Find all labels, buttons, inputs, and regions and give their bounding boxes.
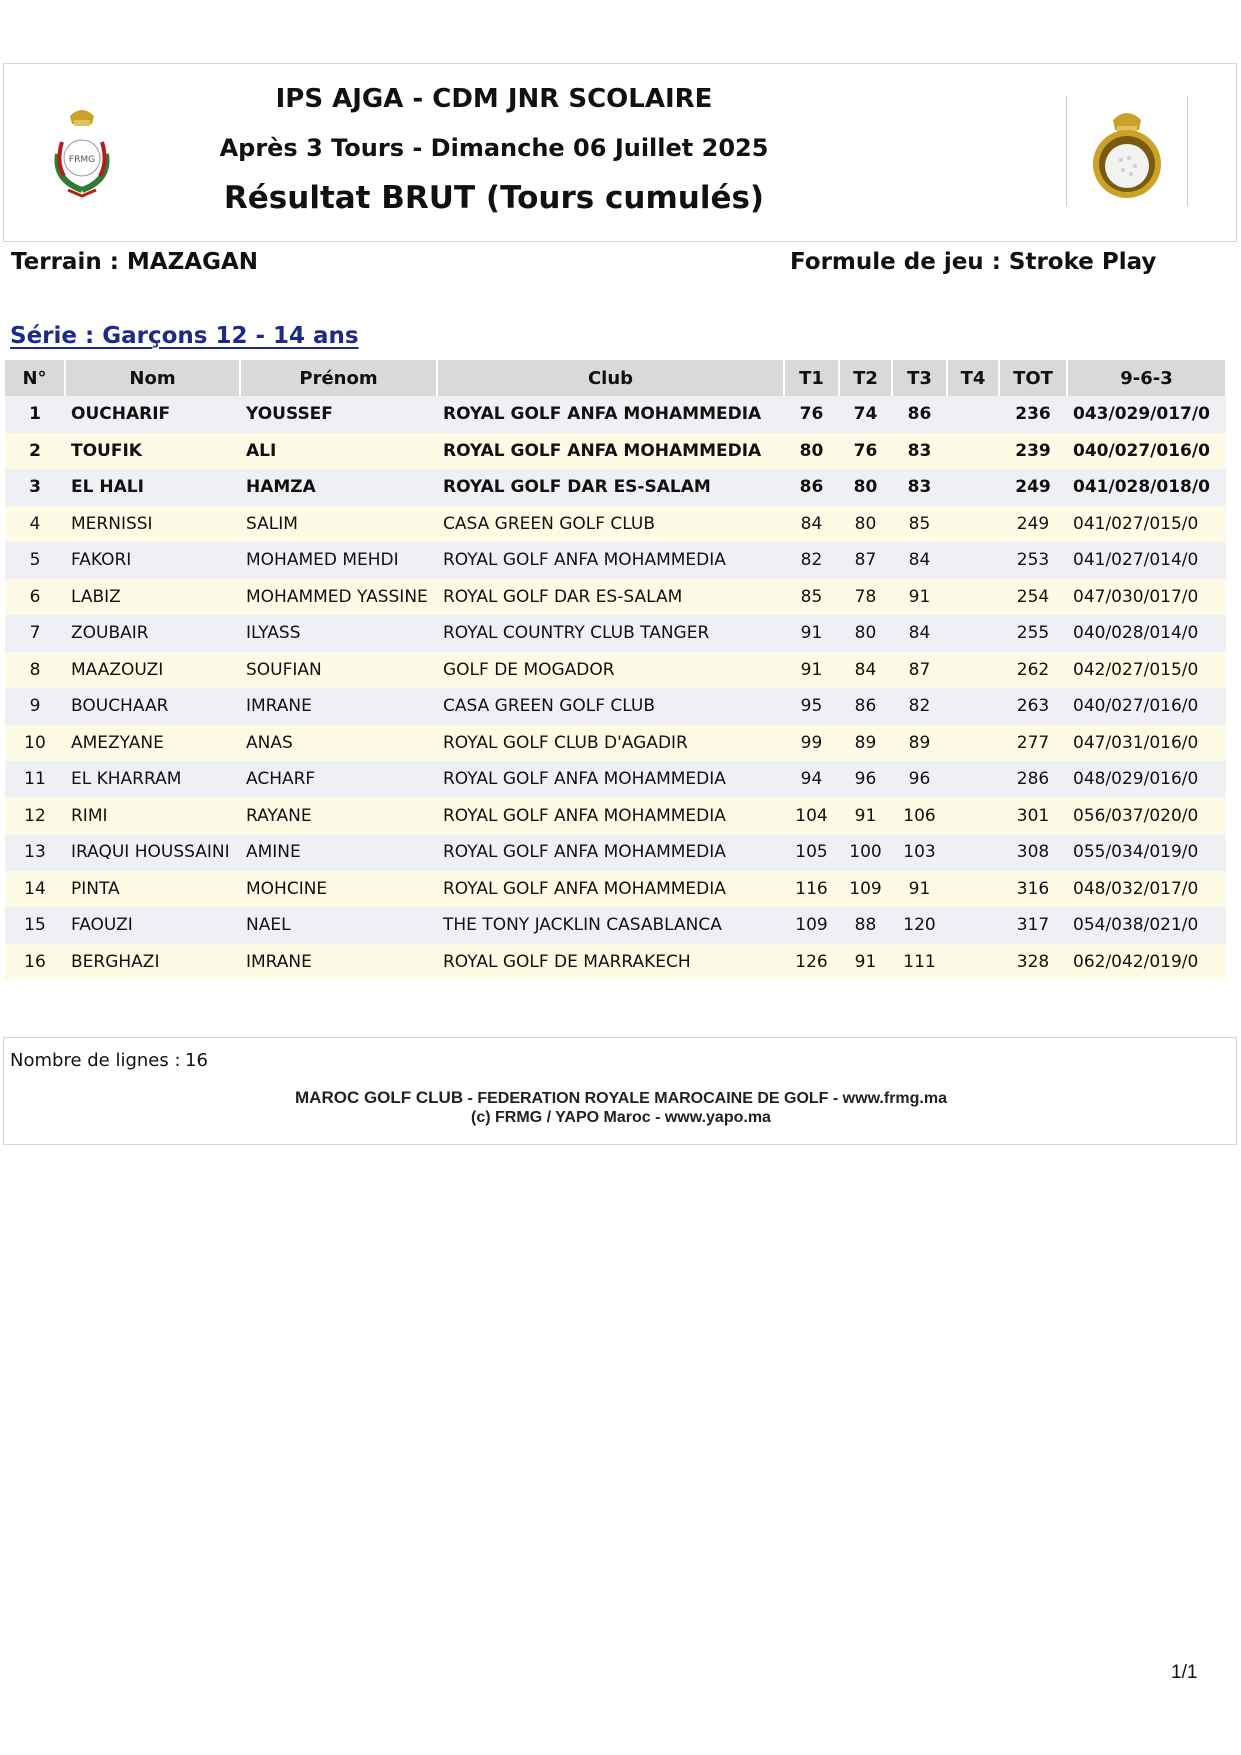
cell-club: ROYAL GOLF ANFA MOHAMMEDIA [437, 396, 784, 433]
cell-number: 7 [5, 615, 65, 652]
cell-tot: 286 [999, 761, 1067, 798]
result-title: Résultat BRUT (Tours cumulés) [223, 180, 765, 216]
cell-prenom: MOHAMED MEHDI [240, 542, 437, 579]
formule-label: Formule de jeu : Stroke Play [790, 249, 1157, 275]
cell-t2: 86 [839, 688, 892, 725]
cell-963: 048/029/016/0 [1067, 761, 1226, 798]
table-row [5, 506, 1226, 543]
results-body [5, 396, 1226, 980]
cell-963: 040/027/016/0 [1067, 433, 1226, 470]
cell-t3: 120 [892, 907, 947, 944]
cell-t2: 80 [839, 469, 892, 506]
cell-t1: 95 [784, 688, 839, 725]
cell-club: ROYAL GOLF ANFA MOHAMMEDIA [437, 798, 784, 835]
cell-nom: EL KHARRAM [65, 761, 240, 798]
cell-963: 048/032/017/0 [1067, 871, 1226, 908]
cell-963: 041/027/015/0 [1067, 506, 1226, 543]
cell-963: 047/031/016/0 [1067, 725, 1226, 762]
cell-t1: 104 [784, 798, 839, 835]
table-row [5, 688, 1226, 725]
cell-tot: 263 [999, 688, 1067, 725]
table-header-row [5, 360, 1226, 396]
cell-t1: 99 [784, 725, 839, 762]
cell-prenom: AMINE [240, 834, 437, 871]
cell-963: 047/030/017/0 [1067, 579, 1226, 616]
col-header-t4: T4 [947, 360, 999, 396]
col-header-club: Club [437, 360, 784, 396]
cell-nom: ZOUBAIR [65, 615, 240, 652]
table-row [5, 542, 1226, 579]
col-header-t3: T3 [892, 360, 947, 396]
event-title: IPS AJGA - CDM JNR SCOLAIRE [275, 84, 713, 114]
cell-number: 9 [5, 688, 65, 725]
cell-t3: 89 [892, 725, 947, 762]
footer-federation-text: - FEDERATION ROYALE MAROCAINE DE GOLF - www.frmg.ma [463, 1090, 947, 1107]
cell-t1: 80 [784, 433, 839, 470]
cell-t4 [947, 834, 999, 871]
cell-963: 055/034/019/0 [1067, 834, 1226, 871]
table-row [5, 834, 1226, 871]
cell-t1: 91 [784, 615, 839, 652]
cell-t3: 91 [892, 871, 947, 908]
cell-t2: 91 [839, 798, 892, 835]
cell-t2: 87 [839, 542, 892, 579]
page-number: 1/1 [1171, 1662, 1198, 1683]
cell-tot: 301 [999, 798, 1067, 835]
cell-t2: 80 [839, 615, 892, 652]
cell-number: 16 [5, 944, 65, 981]
cell-tot: 254 [999, 579, 1067, 616]
table-row [5, 871, 1226, 908]
cell-prenom: ALI [240, 433, 437, 470]
cell-club: ROYAL GOLF ANFA MOHAMMEDIA [437, 542, 784, 579]
table-row [5, 944, 1226, 981]
cell-tot: 328 [999, 944, 1067, 981]
cell-prenom: MOHCINE [240, 871, 437, 908]
cell-tot: 253 [999, 542, 1067, 579]
cell-t1: 82 [784, 542, 839, 579]
cell-prenom: HAMZA [240, 469, 437, 506]
cell-prenom: MOHAMMED YASSINE [240, 579, 437, 616]
cell-prenom: ANAS [240, 725, 437, 762]
cell-t3: 103 [892, 834, 947, 871]
table-row [5, 579, 1226, 616]
cell-tot: 277 [999, 725, 1067, 762]
cell-nom: OUCHARIF [65, 396, 240, 433]
cell-t2: 74 [839, 396, 892, 433]
cell-number: 10 [5, 725, 65, 762]
cell-club: ROYAL GOLF DAR ES-SALAM [437, 469, 784, 506]
cell-t4 [947, 433, 999, 470]
cell-t4 [947, 396, 999, 433]
cell-tot: 317 [999, 907, 1067, 944]
document-footer [3, 1037, 1237, 1145]
cell-club: ROYAL GOLF DAR ES-SALAM [437, 579, 784, 616]
cell-nom: EL HALI [65, 469, 240, 506]
cell-prenom: IMRANE [240, 944, 437, 981]
cell-prenom: SALIM [240, 506, 437, 543]
cell-tot: 239 [999, 433, 1067, 470]
cell-number: 13 [5, 834, 65, 871]
cell-club: ROYAL GOLF CLUB D'AGADIR [437, 725, 784, 762]
cell-t1: 76 [784, 396, 839, 433]
cell-t2: 100 [839, 834, 892, 871]
cell-t4 [947, 506, 999, 543]
cell-t2: 96 [839, 761, 892, 798]
cell-nom: LABIZ [65, 579, 240, 616]
cell-963: 054/038/021/0 [1067, 907, 1226, 944]
cell-club: ROYAL GOLF DE MARRAKECH [437, 944, 784, 981]
cell-t1: 84 [784, 506, 839, 543]
cell-t3: 83 [892, 433, 947, 470]
cell-nom: FAOUZI [65, 907, 240, 944]
line-count-label: Nombre de lignes : [10, 1050, 181, 1071]
cell-t1: 85 [784, 579, 839, 616]
cell-963: 056/037/020/0 [1067, 798, 1226, 835]
cell-number: 5 [5, 542, 65, 579]
cell-club: CASA GREEN GOLF CLUB [437, 506, 784, 543]
cell-t2: 76 [839, 433, 892, 470]
cell-tot: 236 [999, 396, 1067, 433]
col-header-tot: TOT [999, 360, 1067, 396]
cell-prenom: IMRANE [240, 688, 437, 725]
cell-t1: 94 [784, 761, 839, 798]
cell-t4 [947, 615, 999, 652]
cell-963: 043/029/017/0 [1067, 396, 1226, 433]
cell-t4 [947, 579, 999, 616]
cell-number: 1 [5, 396, 65, 433]
table-row [5, 433, 1226, 470]
cell-t1: 86 [784, 469, 839, 506]
cell-t4 [947, 871, 999, 908]
cell-t1: 116 [784, 871, 839, 908]
cell-t4 [947, 542, 999, 579]
cell-t1: 126 [784, 944, 839, 981]
cell-number: 8 [5, 652, 65, 689]
cell-t3: 86 [892, 396, 947, 433]
cell-number: 6 [5, 579, 65, 616]
cell-t2: 91 [839, 944, 892, 981]
cell-963: 040/027/016/0 [1067, 688, 1226, 725]
table-row [5, 396, 1226, 433]
cell-t4 [947, 725, 999, 762]
cell-t4 [947, 761, 999, 798]
cell-prenom: SOUFIAN [240, 652, 437, 689]
cell-t3: 84 [892, 615, 947, 652]
cell-tot: 316 [999, 871, 1067, 908]
cell-prenom: YOUSSEF [240, 396, 437, 433]
cell-tot: 255 [999, 615, 1067, 652]
svg-text:FRMG: FRMG [68, 155, 96, 165]
cell-t2: 84 [839, 652, 892, 689]
cell-t4 [947, 798, 999, 835]
table-row [5, 725, 1226, 762]
cell-club: CASA GREEN GOLF CLUB [437, 688, 784, 725]
cell-nom: MAAZOUZI [65, 652, 240, 689]
col-header-number: N° [5, 360, 65, 396]
cell-prenom: ACHARF [240, 761, 437, 798]
cell-t2: 88 [839, 907, 892, 944]
serie-heading: Série : Garçons 12 - 14 ans [10, 323, 359, 349]
cell-t3: 83 [892, 469, 947, 506]
cell-963: 041/028/018/0 [1067, 469, 1226, 506]
cell-t1: 105 [784, 834, 839, 871]
col-header-nom: Nom [65, 360, 240, 396]
col-header-t1: T1 [784, 360, 839, 396]
footer-club-name: MAROC GOLF CLUB [295, 1088, 464, 1107]
table-row [5, 615, 1226, 652]
cell-t2: 109 [839, 871, 892, 908]
cell-t4 [947, 944, 999, 981]
cell-tot: 249 [999, 506, 1067, 543]
cell-club: THE TONY JACKLIN CASABLANCA [437, 907, 784, 944]
cell-t3: 87 [892, 652, 947, 689]
cell-club: ROYAL GOLF ANFA MOHAMMEDIA [437, 761, 784, 798]
cell-t3: 84 [892, 542, 947, 579]
golf-ball-logo [1077, 102, 1177, 202]
cell-nom: BOUCHAAR [65, 688, 240, 725]
cell-t2: 80 [839, 506, 892, 543]
line-count-value: 16 [185, 1050, 208, 1071]
cell-t1: 91 [784, 652, 839, 689]
event-subtitle: Après 3 Tours - Dimanche 06 Juillet 2025 [219, 134, 769, 162]
table-row [5, 469, 1226, 506]
cell-nom: AMEZYANE [65, 725, 240, 762]
col-header-t2: T2 [839, 360, 892, 396]
cell-number: 3 [5, 469, 65, 506]
cell-t3: 106 [892, 798, 947, 835]
cell-t2: 78 [839, 579, 892, 616]
cell-nom: RIMI [65, 798, 240, 835]
cell-963: 062/042/019/0 [1067, 944, 1226, 981]
cell-t2: 89 [839, 725, 892, 762]
cell-nom: PINTA [65, 871, 240, 908]
table-row [5, 652, 1226, 689]
cell-number: 4 [5, 506, 65, 543]
cell-number: 11 [5, 761, 65, 798]
cell-t3: 96 [892, 761, 947, 798]
col-header-prenom: Prénom [240, 360, 437, 396]
cell-prenom: RAYANE [240, 798, 437, 835]
cell-nom: MERNISSI [65, 506, 240, 543]
footer-copyright-line: (c) FRMG / YAPO Maroc - www.yapo.ma [471, 1109, 771, 1126]
cell-nom: TOUFIK [65, 433, 240, 470]
cell-t3: 111 [892, 944, 947, 981]
cell-club: ROYAL COUNTRY CLUB TANGER [437, 615, 784, 652]
club-logo-frame [1066, 96, 1188, 206]
table-row [5, 761, 1226, 798]
cell-t3: 82 [892, 688, 947, 725]
cell-t4 [947, 469, 999, 506]
cell-963: 041/027/014/0 [1067, 542, 1226, 579]
cell-number: 14 [5, 871, 65, 908]
cell-963: 040/028/014/0 [1067, 615, 1226, 652]
terrain-label: Terrain : MAZAGAN [11, 249, 259, 275]
cell-tot: 262 [999, 652, 1067, 689]
cell-t4 [947, 688, 999, 725]
cell-prenom: ILYASS [240, 615, 437, 652]
table-row [5, 798, 1226, 835]
cell-nom: BERGHAZI [65, 944, 240, 981]
cell-club: ROYAL GOLF ANFA MOHAMMEDIA [437, 871, 784, 908]
cell-number: 15 [5, 907, 65, 944]
cell-tot: 249 [999, 469, 1067, 506]
cell-t3: 85 [892, 506, 947, 543]
cell-t1: 109 [784, 907, 839, 944]
cell-nom: FAKORI [65, 542, 240, 579]
document-header [3, 63, 1237, 242]
table-row [5, 907, 1226, 944]
cell-club: ROYAL GOLF ANFA MOHAMMEDIA [437, 433, 784, 470]
cell-t4 [947, 907, 999, 944]
col-header-963: 9-6-3 [1067, 360, 1226, 396]
cell-prenom: NAEL [240, 907, 437, 944]
cell-963: 042/027/015/0 [1067, 652, 1226, 689]
cell-t3: 91 [892, 579, 947, 616]
cell-nom: IRAQUI HOUSSAINI [65, 834, 240, 871]
cell-club: ROYAL GOLF ANFA MOHAMMEDIA [437, 834, 784, 871]
footer-federation-line [4, 1088, 1238, 1108]
cell-number: 2 [5, 433, 65, 470]
results-table [5, 360, 1227, 980]
cell-t4 [947, 652, 999, 689]
cell-club: GOLF DE MOGADOR [437, 652, 784, 689]
cell-number: 12 [5, 798, 65, 835]
cell-tot: 308 [999, 834, 1067, 871]
